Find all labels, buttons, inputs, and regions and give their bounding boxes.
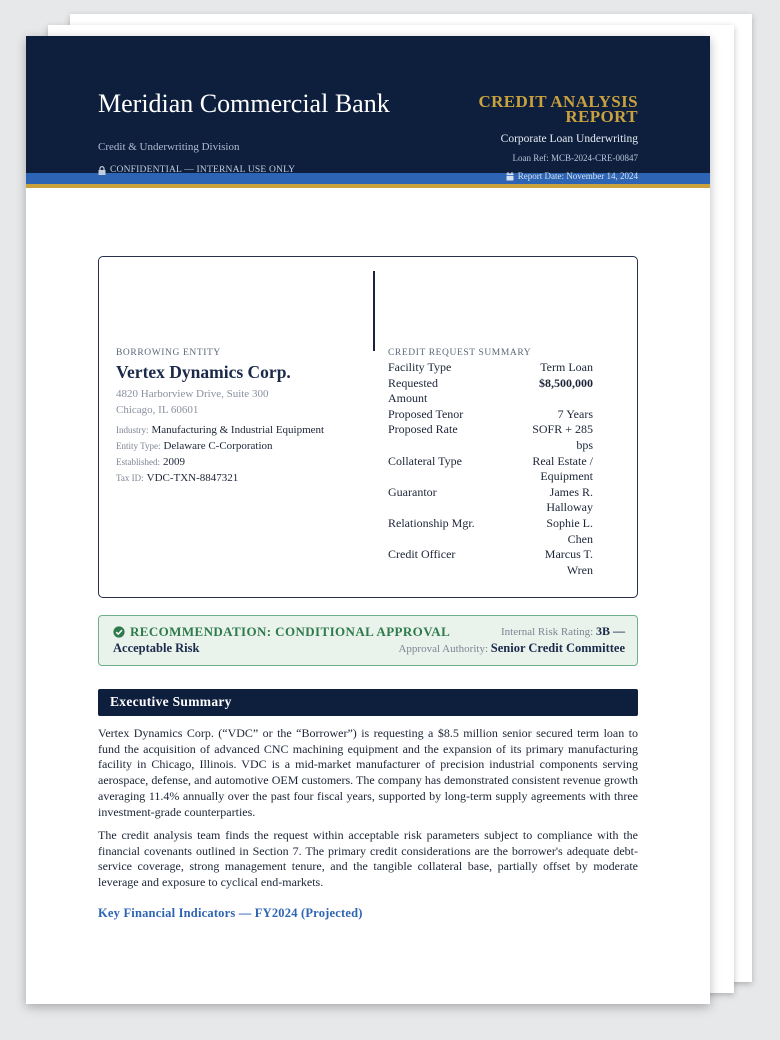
fact-industry — [116, 422, 366, 438]
recommendation-title — [113, 624, 450, 640]
fact-established — [116, 454, 366, 470]
summary-key: Proposed Rate — [388, 422, 458, 437]
fact-key: Industry: — [116, 425, 149, 435]
summary-row-proposed-tenor — [388, 407, 593, 423]
credit-summary-label: CREDIT REQUEST SUMMARY — [388, 348, 532, 358]
borrower-name: Vertex Dynamics Corp. — [116, 362, 291, 382]
borrowing-entity-label: BORROWING ENTITY — [116, 348, 221, 358]
summary-key: Relationship Mgr. — [388, 515, 475, 530]
fact-value: Manufacturing & Industrial Equipment — [151, 424, 325, 436]
approval-authority-label: Approval Authority: — [398, 643, 489, 655]
fact-key: Established: — [116, 457, 160, 467]
executive-summary-paragraph-2: The credit analysis team finds the request within acceptable risk parameters subject to compliance with the financial covenants outlined in Section 7. The primary credit considerations are the borrower's adequate debt-service coverage, strong management tenure, and the tangible collateral base, partially offset by moderate leverage and exposure to cyclical end-markets. — [98, 828, 638, 890]
approval-authority-value: Senior Credit Committee — [490, 641, 625, 655]
bank-name: Meridian Commercial Bank — [98, 89, 390, 118]
confidential-notice — [98, 165, 295, 175]
approval-authority — [398, 641, 625, 656]
summary-key: Facility Type — [388, 360, 452, 374]
fact-key: Entity Type: — [116, 441, 161, 451]
loan-reference: Loan Ref: MCB-2024-CRE-00847 — [512, 153, 638, 163]
executive-summary-paragraph-1: Vertex Dynamics Corp. (“VDC” or the “Borrower”) is requesting a $8.5 million senior secured term loan to fund the acquisition of advanced CNC machining equipment and the expansion of its primary manufacturing facility in Chicago, Illinois. VDC is a mid-market manufacturer of precision industrial components serving aerospace, defense, and automotive OEM customers. The company has demonstrated consistent revenue growth averaging 11.4% annually over the past four fiscal years, supported by long-term supply agreements with three investment-grade counterparties. — [98, 726, 638, 819]
report-title: CREDIT ANALYSIS REPORT — [478, 92, 638, 126]
summary-row-facility-type — [388, 360, 593, 376]
borrower-facts — [116, 422, 366, 486]
key-financial-indicators-heading: Key Financial Indicators — FY2024 (Projected) — [98, 906, 363, 920]
summary-key: Collateral Type — [388, 453, 462, 468]
masthead-gold-stripe — [26, 184, 710, 188]
report-subtitle: Corporate Loan Underwriting — [500, 133, 638, 145]
recommendation-line-1 — [113, 624, 625, 640]
executive-summary-title: Executive Summary — [110, 694, 232, 709]
risk-rating-grade: 3B — — [595, 624, 625, 638]
lock-icon — [98, 166, 106, 175]
summary-value: Sophie L. Chen — [546, 515, 593, 546]
credit-request-summary — [388, 348, 593, 578]
summary-row-collateral-type — [388, 454, 593, 485]
risk-rating-description: Acceptable Risk — [113, 641, 200, 655]
report-page — [26, 36, 710, 1004]
fact-value: Delaware C-Corporation — [163, 440, 273, 452]
summary-value: SOFR + 285 bps — [532, 422, 593, 452]
check-circle-icon — [113, 626, 125, 638]
summary-row-proposed-rate — [388, 422, 593, 453]
borrower-address — [116, 386, 366, 418]
summary-row-requested-amount — [388, 376, 593, 407]
recommendation-banner — [98, 615, 638, 666]
fact-value: 2009 — [163, 456, 185, 468]
recommendation-text: RECOMMENDATION: CONDITIONAL APPROVAL — [130, 624, 451, 639]
summary-key: Proposed Tenor — [388, 406, 464, 421]
summary-row-relationship-manager — [388, 516, 593, 547]
calendar-icon — [506, 172, 514, 181]
masthead — [26, 36, 710, 186]
summary-key: Requested Amount — [388, 375, 438, 406]
report-date — [506, 171, 638, 181]
fact-key: Tax ID: — [116, 473, 144, 483]
executive-summary-header — [98, 689, 638, 716]
summary-row-guarantor — [388, 485, 593, 516]
borrower-credit-card — [98, 256, 638, 598]
confidential-text: CONFIDENTIAL — INTERNAL USE ONLY — [110, 165, 296, 175]
summary-key: Credit Officer — [388, 547, 456, 562]
risk-rating — [501, 624, 625, 640]
summary-key: Guarantor — [388, 484, 437, 499]
address-line-1: 4820 Harborview Drive, Suite 300 — [116, 388, 269, 400]
address-line-2: Chicago, IL 60601 — [116, 404, 199, 416]
summary-value: Term Loan — [540, 360, 593, 374]
fact-tax-id — [116, 470, 366, 486]
division-name: Credit & Underwriting Division — [98, 141, 240, 153]
recommendation-line-2 — [113, 641, 625, 656]
summary-row-credit-officer — [388, 547, 593, 578]
borrowing-entity-section — [116, 348, 366, 486]
summary-value: James R. Halloway — [546, 484, 593, 515]
risk-rating-label: Internal Risk Rating: — [500, 626, 594, 638]
credit-summary-table — [388, 360, 593, 578]
report-date-text: Report Date: November 14, 2024 — [517, 171, 638, 181]
summary-value: Marcus T. Wren — [544, 547, 593, 577]
fact-entity-type — [116, 438, 366, 454]
summary-value: 7 Years — [557, 406, 593, 421]
summary-value: $8,500,000 — [539, 375, 593, 390]
summary-value: Real Estate / Equipment — [532, 453, 593, 484]
card-divider — [373, 271, 375, 351]
fact-value: VDC-TXN-8847321 — [146, 472, 239, 484]
